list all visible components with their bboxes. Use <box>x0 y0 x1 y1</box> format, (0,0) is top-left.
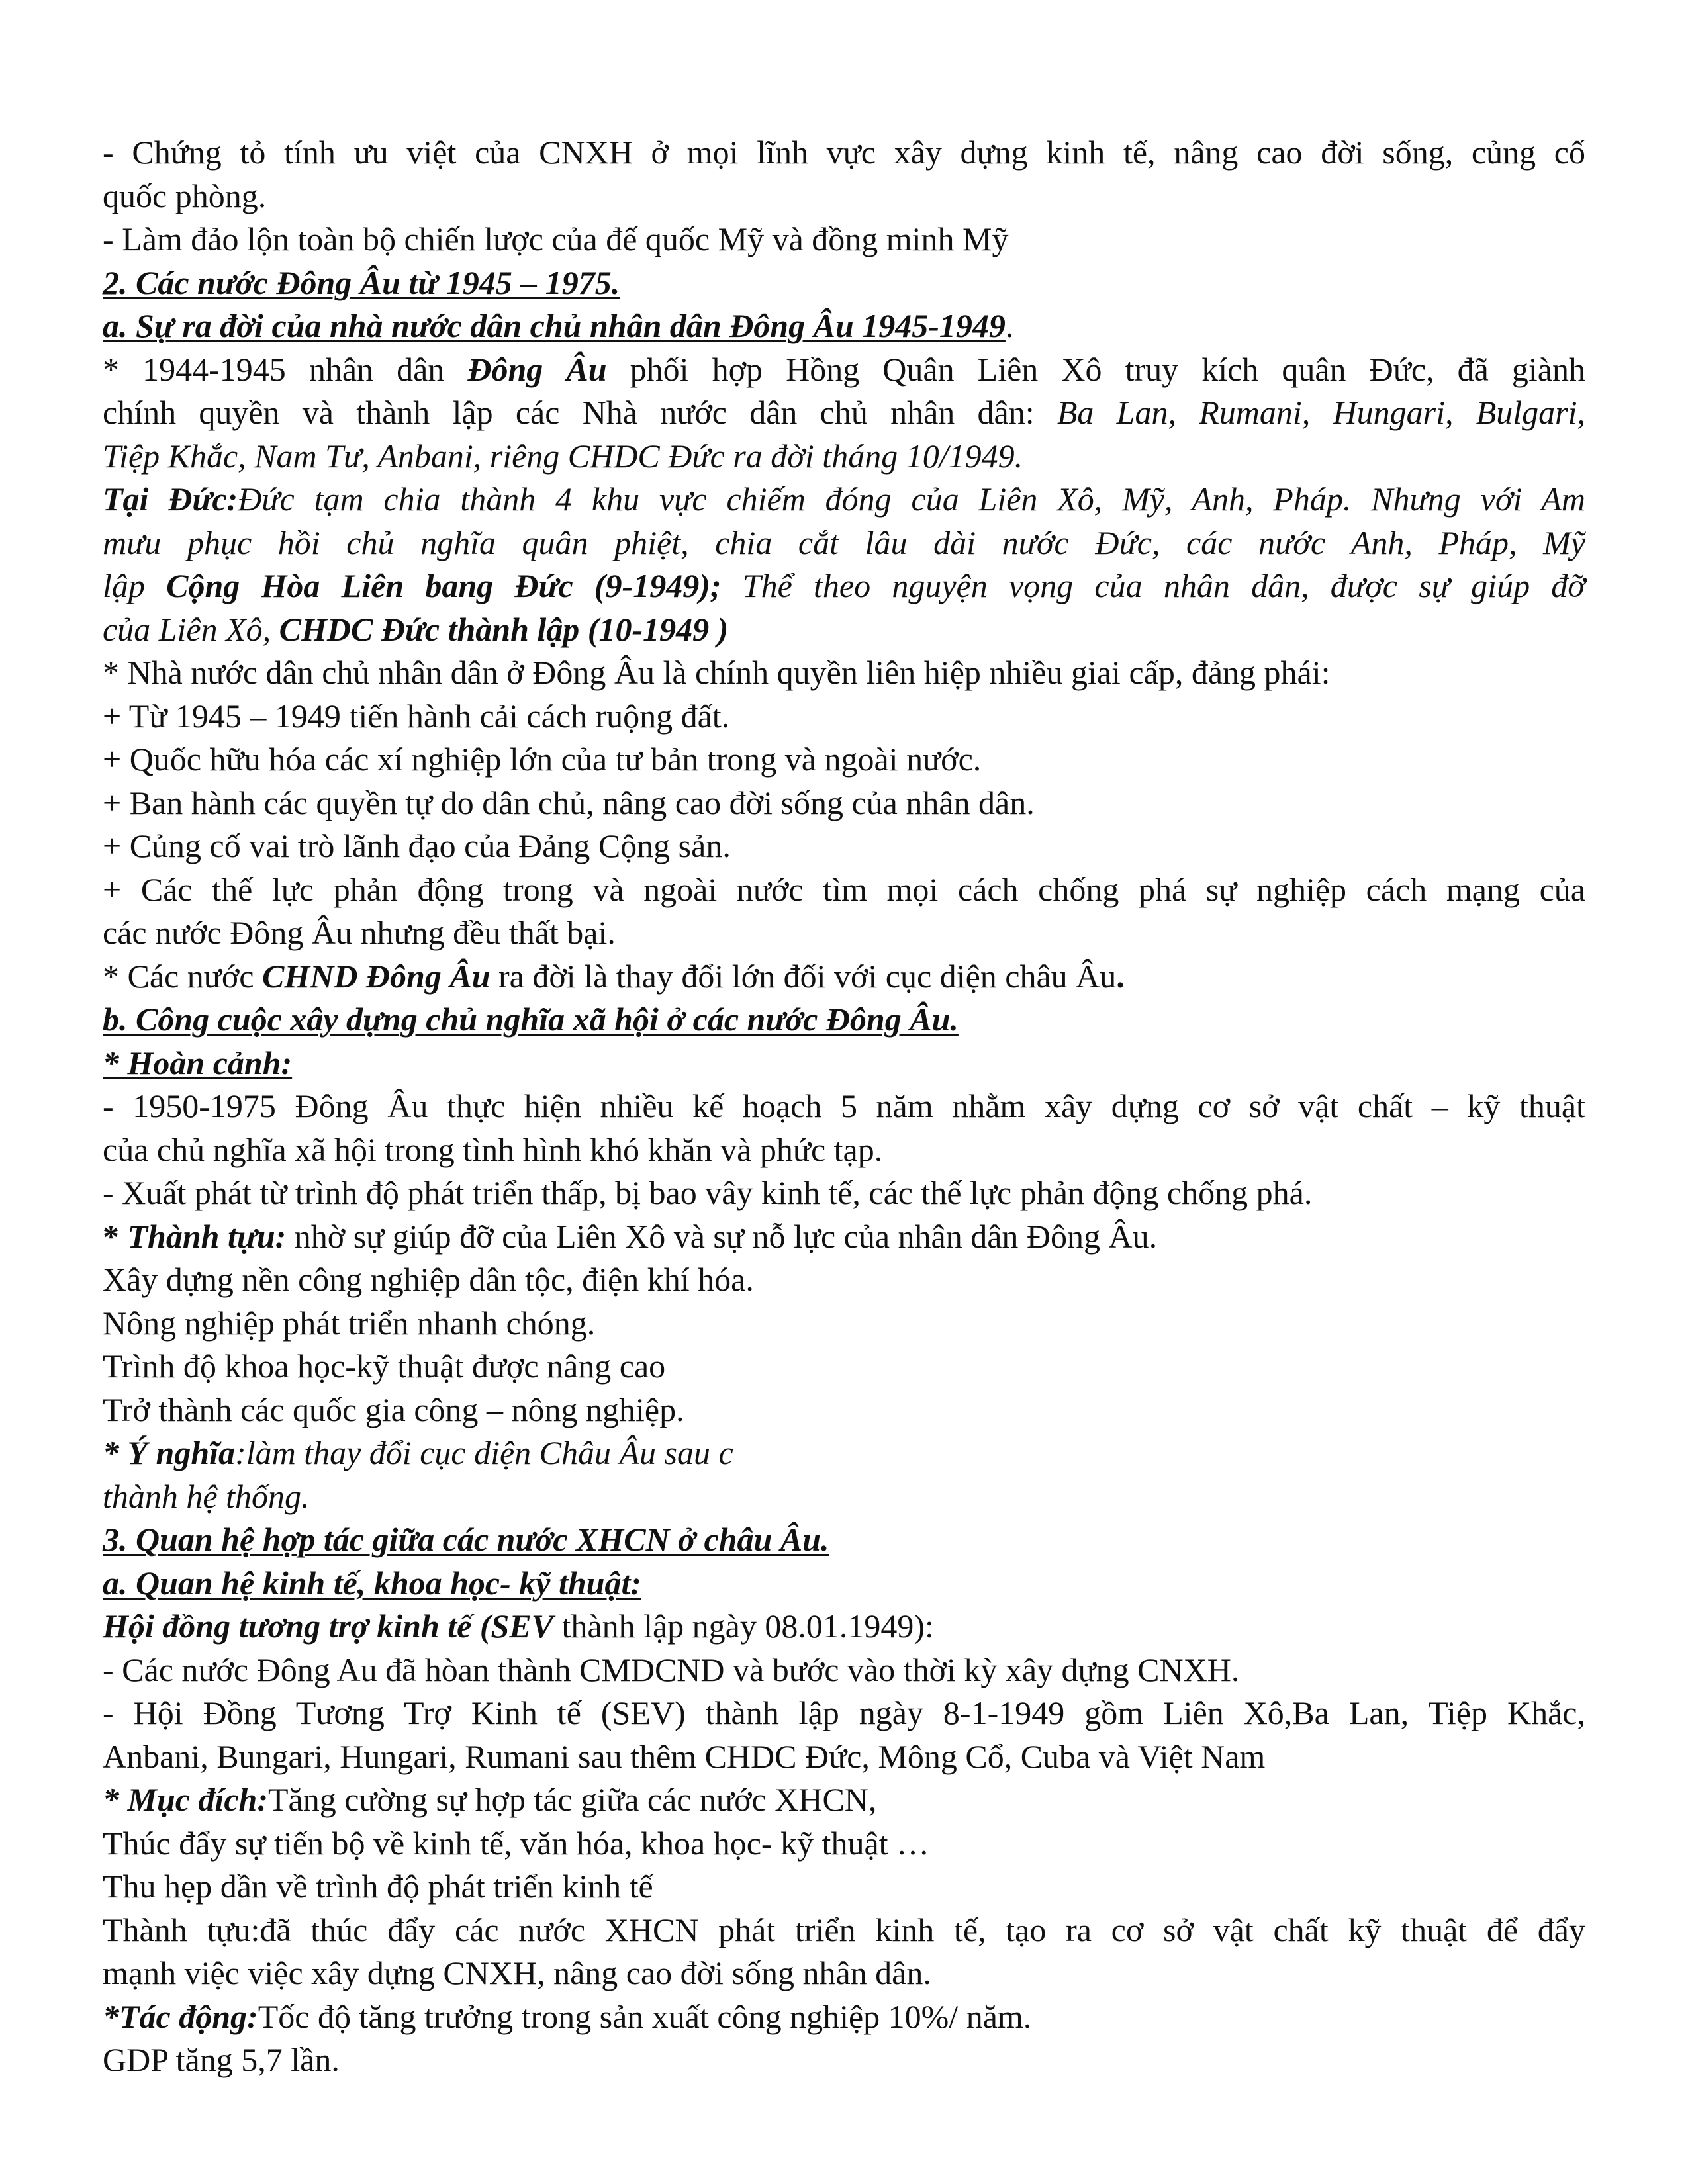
text-line: + Từ 1945 – 1949 tiến hành cải cách ruộng đất. <box>103 697 730 735</box>
text-line: * Thành tựu: nhờ sự giúp đỡ của Liên Xô và sự nỗ lực của nhân dân Đông Âu. <box>103 1217 1158 1255</box>
text-line: Xây dựng nền công nghiệp dân tộc, điện khí hóa. <box>103 1261 754 1298</box>
text-line: Tại Đức:Đức tạm chia thành 4 khu vực chiếm đóng của Liên Xô, Mỹ, Anh, Pháp. Nhưng với Am <box>103 480 1585 518</box>
text-line: - 1950-1975 Đông Âu thực hiện nhiều kế hoạch 5 năm nhằm xây dựng cơ sở vật chất – kỹ thuật <box>103 1087 1585 1124</box>
text-line: *Tác động:Tốc độ tăng trưởng trong sản xuất công nghiệp 10%/ năm. <box>103 1997 1032 2035</box>
text-line: thành hệ thống. <box>103 1477 310 1515</box>
section-heading: 3. Quan hệ hợp tác giữa các nước XHCN ở châu Âu. <box>103 1521 829 1558</box>
text-line: chính quyền và thành lập các Nhà nước dân chủ nhân dân: Ba Lan, Rumani, Hungari, Bulgari, <box>103 394 1585 431</box>
text-line: quốc phòng. <box>103 177 267 214</box>
text-line: * Mục đích:Tăng cường sự hợp tác giữa các nước XHCN, <box>103 1781 877 1818</box>
text-line: Nông nghiệp phát triển nhanh chóng. <box>103 1304 596 1342</box>
subsection-heading: b. Công cuộc xây dựng chủ nghĩa xã hội ở các nước Đông Âu. <box>103 1001 959 1038</box>
text-line: Thúc đẩy sự tiến bộ về kinh tế, văn hóa, khoa học- kỹ thuật … <box>103 1824 930 1862</box>
text-line: lập Cộng Hòa Liên bang Đức (9-1949); Thể theo nguyện vọng của nhân dân, được sự giúp đỡ <box>103 567 1585 604</box>
text-line: - Làm đảo lộn toàn bộ chiến lược của đế quốc Mỹ và đồng minh Mỹ <box>103 220 1009 257</box>
document-page <box>103 131 1585 2082</box>
section-heading: 2. Các nước Đông Âu từ 1945 – 1975. <box>103 263 620 301</box>
text-line: * Ý nghĩa:làm thay đổi cục diện Châu Âu sau c <box>103 1434 733 1471</box>
text-line: * Các nước CHND Đông Âu ra đời là thay đổi lớn đối với cục diện châu Âu. <box>103 957 1125 995</box>
text-line: mạnh việc việc xây dựng CNXH, nâng cao đời sống nhân dân. <box>103 1954 931 1991</box>
text-line: GDP tăng 5,7 lần. <box>103 2041 340 2078</box>
text-line: Trở thành các quốc gia công – nông nghiệp. <box>103 1390 684 1428</box>
text-line: * 1944-1945 nhân dân Đông Âu phối hợp Hồng Quân Liên Xô truy kích quân Đức, đã giành <box>103 350 1585 388</box>
text-line: + Ban hành các quyền tự do dân chủ, nâng cao đời sống của nhân dân. <box>103 784 1035 821</box>
text-line: Anbani, Bungari, Hungari, Rumani sau thêm CHDC Đức, Mông Cổ, Cuba và Việt Nam <box>103 1737 1266 1775</box>
text-line: của chủ nghĩa xã hội trong tình hình khó khăn và phức tạp. <box>103 1130 883 1168</box>
text-line: Tiệp Khắc, Nam Tư, Anbani, riêng CHDC Đức ra đời tháng 10/1949. <box>103 437 1023 475</box>
text-line: - Chứng tỏ tính ưu việt của CNXH ở mọi lĩnh vực xây dựng kinh tế, nâng cao đời sống, củng cố <box>103 134 1585 171</box>
text-line: Thành tựu:đã thúc đẩy các nước XHCN phát triển kinh tế, tạo ra cơ sở vật chất kỹ thuật để đẩy <box>103 1911 1585 1948</box>
text-line: + Quốc hữu hóa các xí nghiệp lớn của tư bản trong và ngoài nước. <box>103 741 982 778</box>
text-line: - Xuất phát từ trình độ phát triển thấp, bị bao vây kinh tế, các thế lực phản động chống phá. <box>103 1174 1313 1211</box>
text-line: Trình độ khoa học-kỹ thuật được nâng cao <box>103 1347 666 1385</box>
subsection-heading: * Hoàn cảnh: <box>103 1044 293 1081</box>
text-line: - Hội Đồng Tương Trợ Kinh tế (SEV) thành lập ngày 8-1-1949 gồm Liên Xô,Ba Lan, Tiệp Khắc, <box>103 1694 1585 1731</box>
text-line: của Liên Xô, CHDC Đức thành lập (10-1949 ) <box>103 610 729 648</box>
subsection-heading: a. Sự ra đời của nhà nước dân chủ nhân dân Đông Âu 1945-1949. <box>103 307 1014 344</box>
text-line: * Nhà nước dân chủ nhân dân ở Đông Âu là chính quyền liên hiệp nhiều giai cấp, đảng phái: <box>103 654 1331 691</box>
text-line: - Các nước Đông Au đã hòan thành CMDCND và bước vào thời kỳ xây dựng CNXH. <box>103 1651 1240 1688</box>
text-line: các nước Đông Âu nhưng đều thất bại. <box>103 914 616 951</box>
text-line: mưu phục hồi chủ nghĩa quân phiệt, chia cắt lâu dài nước Đức, các nước Anh, Pháp, Mỹ <box>103 523 1585 561</box>
text-line: + Các thế lực phản động trong và ngoài nước tìm mọi cách chống phá sự nghiệp cách mạng của <box>103 870 1585 908</box>
text-line: + Củng cố vai trò lãnh đạo của Đảng Cộng sản. <box>103 827 731 864</box>
text-line: Thu hẹp dần về trình độ phát triển kinh tế <box>103 1868 653 1905</box>
subsection-heading: a. Quan hệ kinh tế, khoa học- kỹ thuật: <box>103 1564 642 1602</box>
text-line: Hội đồng tương trợ kinh tế (SEV thành lập ngày 08.01.1949): <box>103 1608 934 1645</box>
